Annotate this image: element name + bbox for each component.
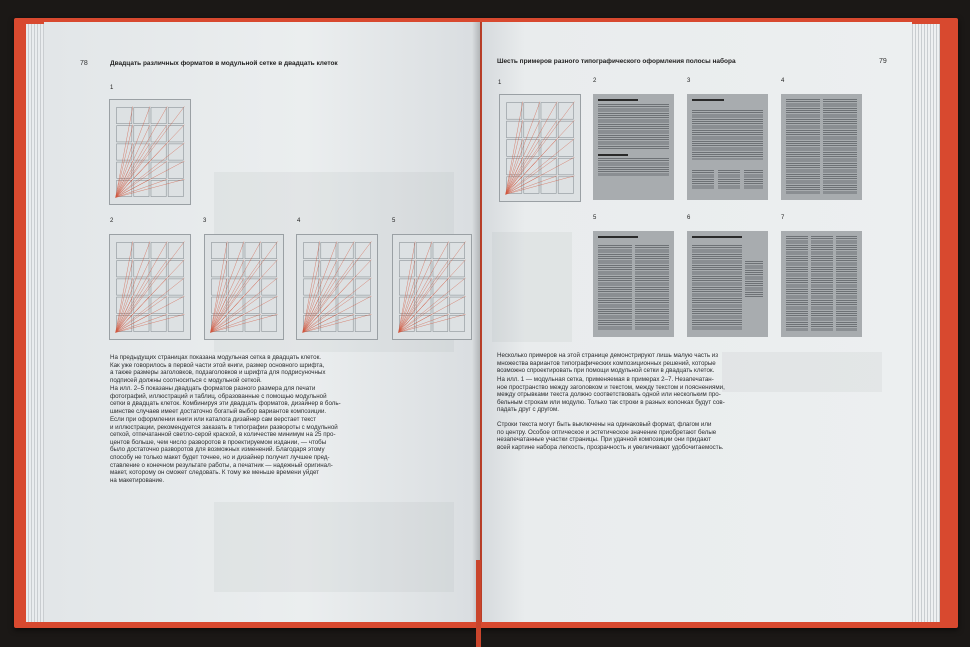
- grid-cell: [168, 107, 183, 123]
- grid-figure: [392, 234, 472, 340]
- proportion-diagonal: [116, 260, 168, 333]
- grid-figure: [499, 94, 581, 202]
- proportion-diagonal: [303, 260, 355, 333]
- page-number: 79: [879, 58, 887, 65]
- grid-cell: [558, 158, 573, 175]
- grid-cell: [433, 243, 448, 259]
- grid-cell: [168, 315, 183, 331]
- proportion-diagonal: [398, 260, 415, 333]
- grid-cell: [117, 126, 132, 142]
- proportion-diagonal: [303, 314, 355, 332]
- grid-cell: [558, 140, 573, 157]
- proportion-diagonal: [116, 125, 150, 198]
- figure-label: 6: [687, 215, 691, 221]
- proportion-diagonal: [303, 260, 320, 333]
- figure-label: 5: [593, 215, 597, 221]
- paragraph: На илл. 2–5 показаны двадцать форматов разного размера для печати фотографий, иллюстраций и таблиц, образованные с помощью модульной сетки в двадцать клеток. Комбинируя эти двадцать форматов, дизайнер в боль- шинстве случаев имеет достаточно богатый выбор вариантов композиции.: [110, 385, 341, 415]
- grid-cell: [262, 243, 277, 259]
- grid-figure: [109, 99, 191, 205]
- grid-cell: [117, 242, 132, 258]
- layout-sample: [781, 231, 862, 337]
- proportion-diagonal: [116, 125, 168, 198]
- layout-sample: [593, 94, 674, 200]
- proportion-diagonal: [210, 242, 277, 333]
- grid-cell: [245, 243, 260, 259]
- figure-label: 3: [203, 218, 207, 224]
- paragraph: Несколько примеров на этой странице демонстрируют лишь малую часть из множества вариантов типографических композиционных решений, которые возможно спроектировать при помощи модульной сетки в двадцать клеток.: [497, 352, 719, 375]
- grid-cell: [416, 261, 431, 277]
- proportion-diagonal: [303, 260, 372, 333]
- proportion-diagonal: [506, 176, 558, 195]
- page-number: 78: [80, 60, 88, 67]
- grid-cell: [168, 144, 183, 160]
- grid-cell: [433, 315, 448, 331]
- paragraph: Если при оформлении книги или каталога дизайнер сам верстает текст и иллюстрации, рекомендуется заказать в типографии развороты с модульной сеткой, отпечатанной светло-серой краской, в количестве минимум на 25 про- центов больше, чем число разворотов в проектируемом издании, — чтобы было достаточно разворотов для возможных изменений. Благодаря этому способу не только макет будет точнее, но и дизайнер получит лучшее пред- ставление о конечном результате работы, а печатник — надежный оригинал- макет, которому он сможет следовать. К тому же меньше времени уйдет на макетирование.: [110, 416, 338, 484]
- grid-cell: [168, 297, 183, 313]
- grid-cell: [262, 315, 277, 331]
- grid-cell: [450, 243, 465, 259]
- paragraph: На илл. 1 — модульная сетка, применяемая в примерах 2–7. Незапечатан- ное пространство между заголовком и текстом, между текстом и пояснениями, между отрывками текста должно соответствовать одной или нескольким про- бельным строкам или модулю. Только так строки в разных колонках будут сов- падать друг с другом.: [497, 376, 725, 414]
- proportion-diagonal: [116, 125, 185, 198]
- grid-cell: [355, 242, 370, 258]
- proportion-diagonal: [303, 241, 372, 332]
- proportion-diagonal: [116, 296, 168, 332]
- layout-sample: [593, 231, 674, 337]
- grid-cell: [541, 103, 556, 120]
- proportion-diagonal: [398, 314, 465, 332]
- proportion-diagonal: [303, 314, 372, 332]
- figure-label: 2: [593, 78, 597, 84]
- grid-cell: [151, 315, 166, 331]
- grid-cell: [117, 107, 132, 123]
- layout-sample: [781, 94, 862, 200]
- grid-cell: [355, 279, 370, 295]
- paragraph: На предыдущих страницах показана модульная сетка в двадцать клеток. Как уже говорилось в первой части этой книги, размер основного шрифта, а также размеры заголовков, подзаголовков и шрифта для подрисуночных подписей должны соотноситься с модульной сеткой.: [110, 354, 326, 384]
- proportion-diagonal: [210, 260, 277, 333]
- proportion-diagonal: [116, 314, 185, 332]
- proportion-diagonal: [303, 296, 355, 332]
- grid-cell: [399, 243, 414, 259]
- show-through-text: [214, 502, 454, 592]
- layout-sample: [687, 94, 768, 200]
- proportion-diagonal: [398, 296, 448, 332]
- layout-sample: [687, 231, 768, 337]
- proportion-diagonal: [398, 260, 448, 333]
- grid-cell: [168, 242, 183, 258]
- grid-cell: [558, 177, 573, 194]
- grid-cell: [558, 103, 573, 120]
- right-page: [482, 22, 912, 622]
- proportion-diagonal: [398, 242, 465, 333]
- proportion-diagonal: [116, 179, 168, 197]
- grid-cell: [134, 126, 149, 142]
- grid-cell: [168, 180, 183, 196]
- figure-label: 2: [110, 218, 114, 224]
- grid-cell: [450, 315, 465, 331]
- proportion-diagonal: [398, 314, 448, 332]
- grid-cell: [168, 279, 183, 295]
- running-head: Шесть примеров разного типографического оформления полосы набора: [497, 58, 736, 65]
- grid-cell: [321, 261, 336, 277]
- grid-cell: [304, 242, 319, 258]
- proportion-diagonal: [116, 260, 150, 333]
- left-page: [44, 22, 480, 622]
- proportion-diagonal: [116, 161, 168, 197]
- proportion-diagonal: [506, 157, 558, 194]
- paragraph: Строки текста могут быть выключены на одинаковый формат, флагом или по центру. Особое оптическое и эстетическое значение приобретают белые незапечатанные участки страницы. При удачной композиции они придают всей картине набора легкость, прозрачность и увеличивают удобочитаемость.: [497, 421, 724, 451]
- proportion-diagonal: [398, 260, 465, 333]
- grid-cell: [168, 162, 183, 178]
- proportion-diagonal: [506, 120, 540, 194]
- figure-label: 3: [687, 78, 691, 84]
- proportion-diagonal: [210, 314, 277, 332]
- show-through-figure: [492, 232, 572, 342]
- grid-cell: [262, 279, 277, 295]
- proportion-diagonal: [116, 314, 168, 332]
- figure-label: 1: [498, 80, 502, 86]
- grid-cell: [228, 261, 243, 277]
- grid-cell: [507, 103, 522, 120]
- grid-cell: [450, 297, 465, 313]
- proportion-diagonal: [116, 260, 185, 333]
- grid-cell: [541, 177, 556, 194]
- grid-cell: [151, 297, 166, 313]
- grid-cell: [433, 297, 448, 313]
- grid-figure: [296, 234, 378, 340]
- grid-cell: [450, 279, 465, 295]
- proportion-diagonal: [116, 241, 185, 332]
- grid-cell: [151, 107, 166, 123]
- proportion-diagonal: [506, 120, 558, 194]
- ribbon-bookmark: [476, 560, 481, 647]
- grid-cell: [338, 297, 353, 313]
- grid-cell: [117, 261, 132, 277]
- figure-label: 1: [110, 85, 114, 91]
- grid-cell: [151, 242, 166, 258]
- proportion-diagonal: [506, 120, 523, 194]
- grid-cell: [151, 180, 166, 196]
- proportion-diagonal: [398, 260, 432, 333]
- grid-cell: [355, 315, 370, 331]
- grid-cell: [541, 158, 556, 175]
- running-head: Двадцать различных форматов в модульной сетке в двадцать клеток: [110, 60, 338, 67]
- proportion-diagonal: [116, 106, 185, 197]
- proportion-diagonal: [116, 125, 133, 198]
- grid-cell: [262, 297, 277, 313]
- proportion-diagonal: [210, 296, 260, 332]
- proportion-diagonal: [303, 260, 337, 333]
- grid-cell: [399, 261, 414, 277]
- proportion-diagonal: [210, 260, 244, 333]
- proportion-diagonal: [116, 260, 133, 333]
- grid-cell: [211, 243, 226, 259]
- proportion-diagonal: [116, 179, 185, 197]
- proportion-diagonal: [506, 102, 575, 195]
- grid-cell: [245, 297, 260, 313]
- figure-label: 4: [781, 78, 785, 84]
- proportion-diagonal: [506, 176, 575, 195]
- grid-cell: [338, 242, 353, 258]
- grid-cell: [507, 121, 522, 138]
- proportion-diagonal: [506, 120, 575, 194]
- grid-cell: [338, 315, 353, 331]
- figure-label: 5: [392, 218, 396, 224]
- proportion-diagonal: [210, 314, 260, 332]
- grid-cell: [134, 261, 149, 277]
- grid-figure: [109, 234, 191, 340]
- proportion-diagonal: [210, 260, 227, 333]
- grid-figure: [204, 234, 284, 340]
- grid-cell: [245, 315, 260, 331]
- grid-cell: [355, 297, 370, 313]
- grid-cell: [304, 261, 319, 277]
- grid-cell: [151, 162, 166, 178]
- proportion-diagonal: [210, 260, 260, 333]
- figure-label: 4: [297, 218, 301, 224]
- figure-label: 7: [781, 215, 785, 221]
- grid-cell: [524, 121, 539, 138]
- grid-cell: [211, 261, 226, 277]
